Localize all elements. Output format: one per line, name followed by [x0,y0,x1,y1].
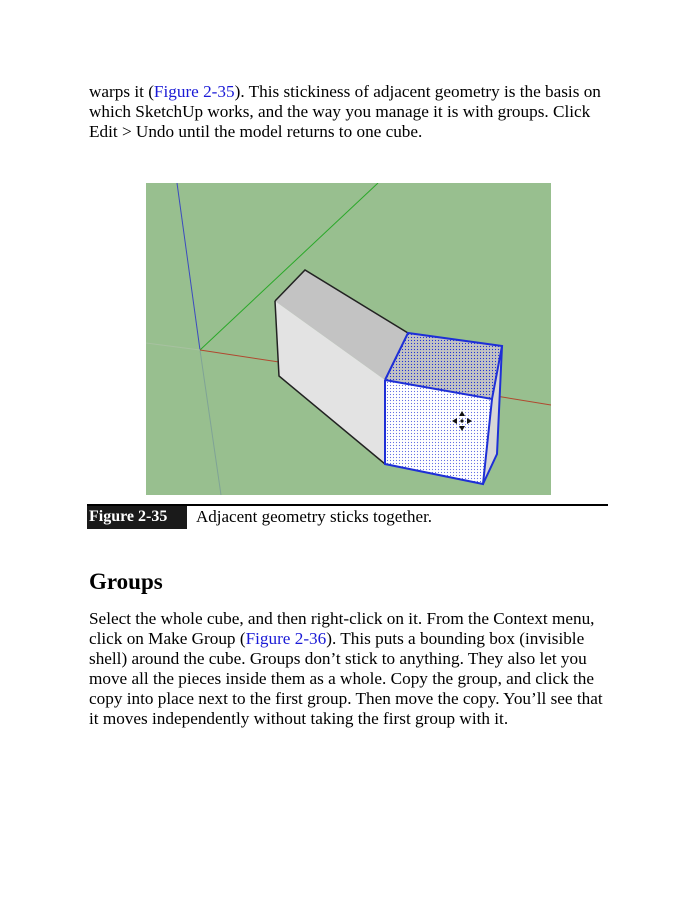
body-paragraph [89,609,609,729]
body-line: shell) around the cube. Groups don’t stick to anything. They also let you [89,649,587,668]
intro-paragraph [89,82,609,142]
intro-line [89,82,609,102]
body-line [89,629,609,649]
figure-2-35-link[interactable]: Figure 2-35 [153,82,235,101]
body-line: copy into place next to the first group. Then move the copy. You’ll see that [89,689,603,708]
figure-caption: Adjacent geometry sticks together. [196,507,433,526]
figure-label: Figure 2-35 [87,506,187,529]
body-line: move all the pieces inside them as a whole. Copy the group, and click the [89,669,594,688]
intro-line: which SketchUp works, and the way you manage it is with groups. Click [89,102,591,121]
text-fragment: ). This puts a bounding box (invisible [326,629,585,648]
sketchup-viewport-image [146,183,551,495]
intro-line: Edit > Undo until the model returns to one cube. [89,122,423,141]
text-fragment: click on Make Group ( [89,629,246,648]
body-line: Select the whole cube, and then right-click on it. From the Context menu, [89,609,595,628]
section-heading: Groups [89,569,163,594]
text-fragment: ). This stickiness of adjacent geometry is the basis on [234,82,601,101]
figure-2-36-link[interactable]: Figure 2-36 [245,629,327,648]
body-line: it moves independently without taking the first group with it. [89,709,509,728]
text-fragment: warps it ( [89,82,154,101]
